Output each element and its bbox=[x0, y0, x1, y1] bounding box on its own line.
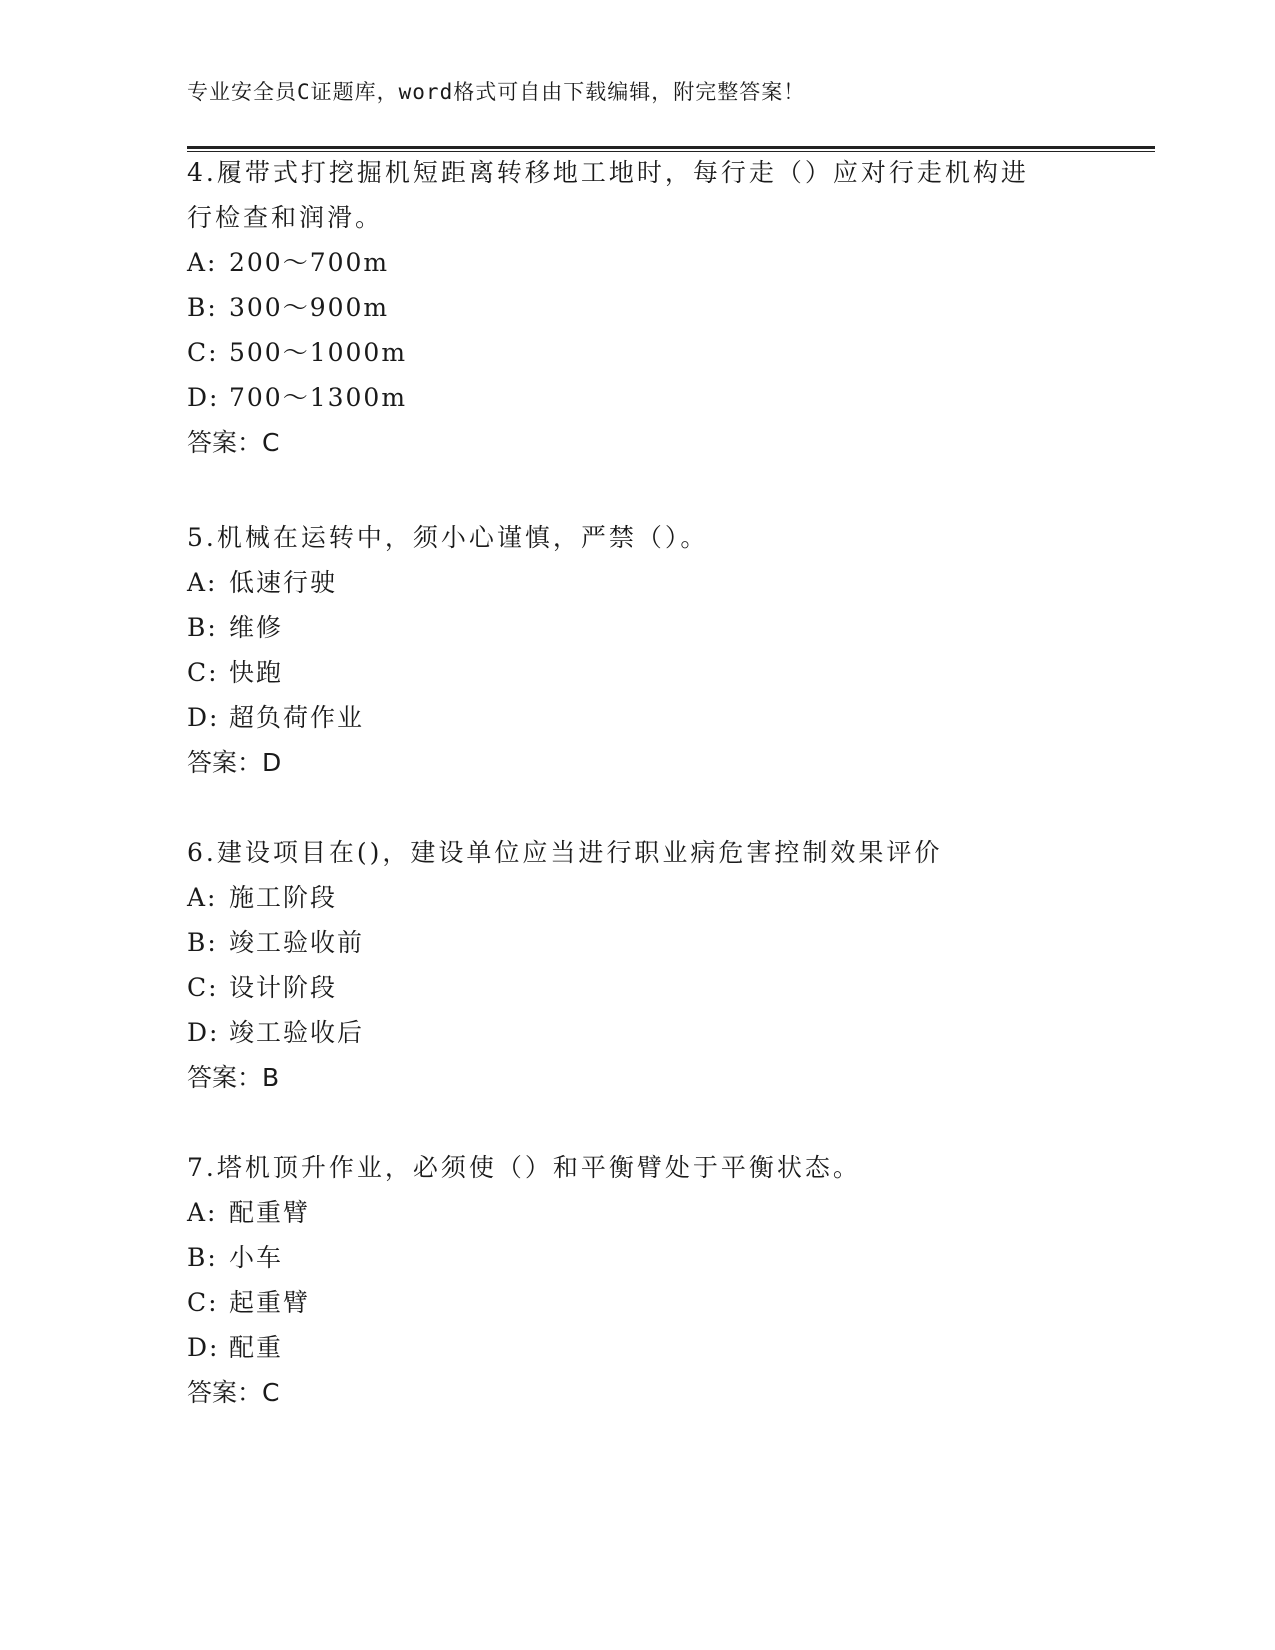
answer-label: 答案：D bbox=[187, 748, 282, 777]
option-letter: D: bbox=[187, 703, 220, 732]
option-a bbox=[187, 875, 1087, 920]
option-text: 300～900m bbox=[229, 293, 390, 322]
answer-label: 答案：C bbox=[187, 1378, 280, 1407]
option-a bbox=[187, 1190, 1087, 1235]
option-letter: A: bbox=[187, 568, 218, 597]
option-letter: A: bbox=[187, 248, 218, 277]
option-text: 快跑 bbox=[229, 658, 284, 687]
option-a bbox=[187, 240, 1087, 285]
option-letter: A: bbox=[187, 883, 218, 912]
option-letter: C: bbox=[187, 973, 219, 1002]
option-text: 小车 bbox=[229, 1243, 284, 1272]
option-d bbox=[187, 1325, 1087, 1370]
option-c bbox=[187, 330, 1087, 375]
option-b bbox=[187, 285, 1087, 330]
option-d bbox=[187, 375, 1087, 420]
option-text: 维修 bbox=[229, 613, 284, 642]
option-a bbox=[187, 560, 1087, 605]
question-text: 行检查和润滑。 bbox=[187, 203, 384, 232]
option-text: 起重臂 bbox=[229, 1288, 311, 1317]
question-text: 5.机械在运转中，须小心谨慎，严禁（）。 bbox=[187, 523, 709, 552]
option-text: 竣工验收前 bbox=[229, 928, 365, 957]
option-text: 配重臂 bbox=[229, 1198, 311, 1227]
option-b bbox=[187, 920, 1087, 965]
option-d bbox=[187, 695, 1087, 740]
option-letter: A: bbox=[187, 1198, 218, 1227]
option-text: 700～1300m bbox=[229, 383, 408, 412]
option-c bbox=[187, 965, 1087, 1010]
option-b bbox=[187, 605, 1087, 650]
option-text: 超负荷作业 bbox=[229, 703, 365, 732]
answer-label: 答案：C bbox=[187, 428, 280, 457]
option-letter: D: bbox=[187, 383, 220, 412]
option-letter: C: bbox=[187, 338, 219, 367]
option-letter: C: bbox=[187, 1288, 219, 1317]
option-letter: D: bbox=[187, 1333, 220, 1362]
option-text: 设计阶段 bbox=[229, 973, 338, 1002]
option-letter: B: bbox=[187, 928, 218, 957]
option-d bbox=[187, 1010, 1087, 1055]
option-text: 低速行驶 bbox=[229, 568, 338, 597]
question-text: 4.履带式打挖掘机短距离转移地工地时，每行走（）应对行走机构进 bbox=[187, 158, 1029, 187]
option-letter: B: bbox=[187, 1243, 218, 1272]
question-text: 7.塔机顶升作业，必须使（）和平衡臂处于平衡状态。 bbox=[187, 1153, 861, 1182]
question-6 bbox=[187, 830, 1087, 1100]
question-text: 6.建设项目在()，建设单位应当进行职业病危害控制效果评价 bbox=[187, 838, 943, 867]
answer-label: 答案：B bbox=[187, 1063, 280, 1092]
option-c bbox=[187, 1280, 1087, 1325]
question-5 bbox=[187, 515, 1087, 785]
option-text: 500～1000m bbox=[229, 338, 408, 367]
option-text: 200～700m bbox=[229, 248, 390, 277]
option-letter: C: bbox=[187, 658, 219, 687]
question-4 bbox=[187, 150, 1087, 465]
option-letter: D: bbox=[187, 1018, 220, 1047]
question-7 bbox=[187, 1145, 1087, 1415]
option-c bbox=[187, 650, 1087, 695]
option-letter: B: bbox=[187, 293, 218, 322]
page-header: 专业安全员C证题库，word格式可自由下载编辑，附完整答案！ bbox=[187, 80, 806, 104]
option-b bbox=[187, 1235, 1087, 1280]
option-text: 配重 bbox=[229, 1333, 284, 1362]
option-letter: B: bbox=[187, 613, 218, 642]
option-text: 施工阶段 bbox=[229, 883, 338, 912]
header-rule bbox=[187, 146, 1155, 149]
option-text: 竣工验收后 bbox=[229, 1018, 365, 1047]
